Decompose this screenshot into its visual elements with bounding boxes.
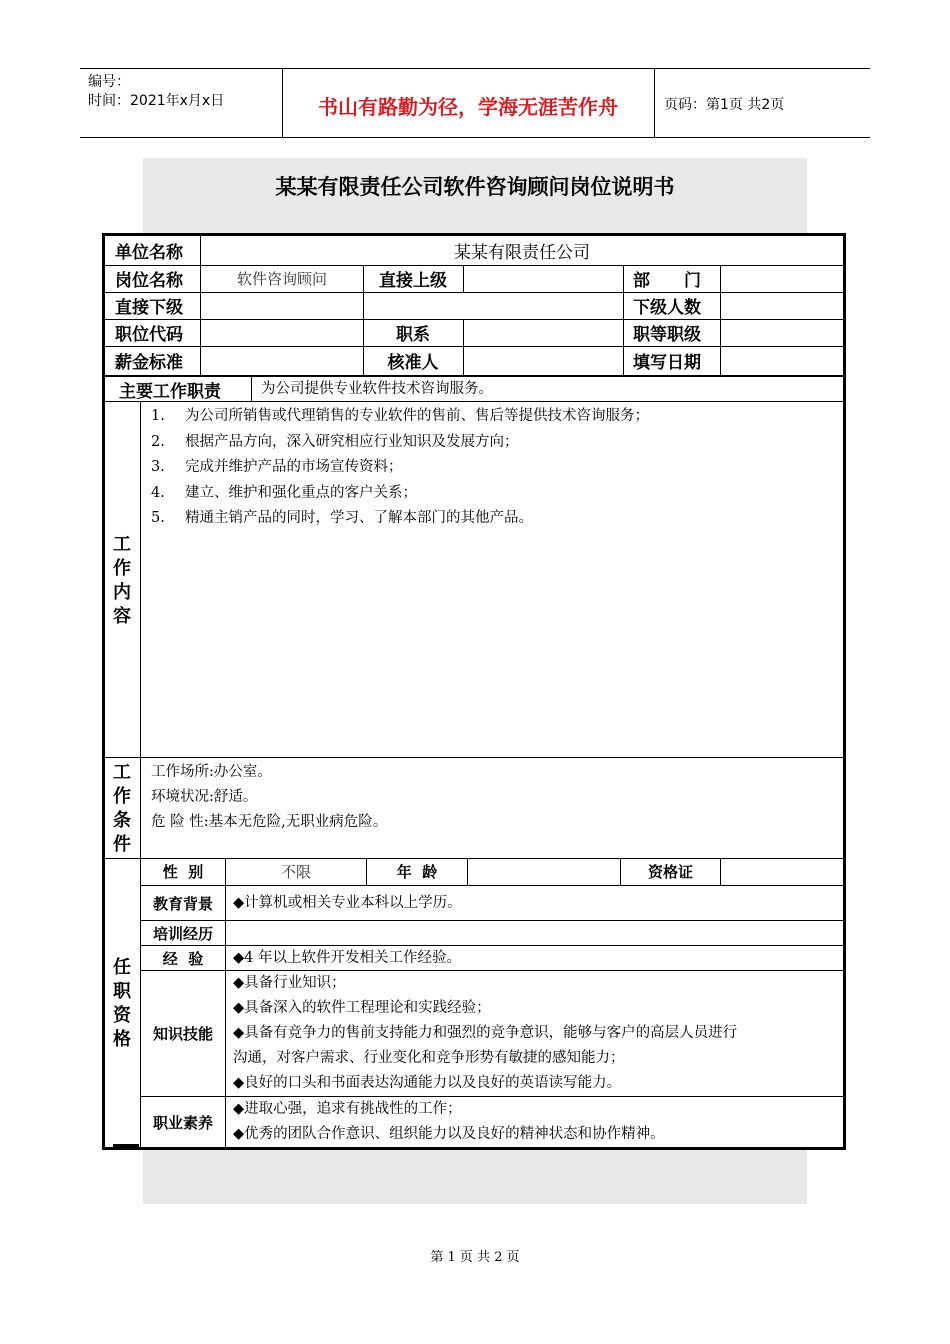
document-title: 某某有限责任公司软件咨询顾问岗位说明书: [275, 175, 675, 199]
list-item: 2. 根据产品方向，深入研究相应行业知识及发展方向；: [151, 433, 519, 450]
row-divider: [141, 920, 843, 921]
knowledge-label: 知识技能: [152, 1025, 213, 1043]
header-motto: 书山有路勤为径，学海无涯苦作舟: [318, 95, 618, 119]
row-divider: [113, 1144, 139, 1147]
subordinate-value[interactable]: [201, 292, 623, 319]
qualifications-side-label: 任 职 资 格: [113, 957, 131, 1050]
experience-label: 经 验: [162, 949, 204, 968]
knowledge-lines: [233, 971, 737, 1096]
subordinate-label: 直接下级: [115, 298, 183, 318]
approver-label: 核准人: [387, 353, 439, 373]
age-value[interactable]: [468, 858, 620, 885]
position-code-label: 职位代码: [115, 325, 183, 345]
page-header: [80, 68, 870, 138]
row-divider: [105, 757, 843, 758]
salary-value[interactable]: [201, 346, 363, 375]
fill-date-value[interactable]: [721, 346, 843, 375]
header-page-number: 页码：第1页 共2页: [664, 97, 785, 113]
position-code-value[interactable]: [201, 319, 363, 346]
knowledge-line: ◆具备有竞争力的售前支持能力和强烈的竞争意识，能够与客户的高层人员进行: [233, 1025, 738, 1041]
work-danger: 危 险 性:基本无危险,无职业病危险。: [151, 814, 388, 830]
document-number: 编号：: [88, 74, 130, 90]
position-name-value[interactable]: 软件咨询顾问: [236, 270, 327, 288]
salary-label: 薪金标准: [115, 353, 183, 373]
work-content-side-label: 工 作 内 容: [113, 534, 131, 627]
list-item: 4. 建立、维护和强化重点的客户关系；: [151, 484, 417, 501]
subordinate-count-label: 下级人数: [633, 298, 701, 318]
knowledge-line: ◆良好的口头和书面表达沟通能力以及良好的英语读写能力。: [233, 1075, 622, 1091]
education-label: 教育背景: [152, 894, 213, 913]
col-divider: [623, 265, 624, 375]
header-divider: [654, 69, 655, 137]
page-footer: 第 1 页 共 2 页: [430, 1250, 520, 1265]
document-time: 时间：2021年x月x日: [88, 93, 225, 109]
certificate-label: 资格证: [647, 863, 693, 881]
list-item: 5. 精通主销产品的同时，学习、了解本部门的其他产品。: [151, 510, 533, 526]
header-meta: [88, 73, 224, 111]
training-label: 培训经历: [152, 924, 213, 943]
work-content-list: [151, 404, 649, 532]
list-item: 1. 为公司所销售或代理销售的专业软件的售前、售后等提供技术咨询服务；: [151, 408, 649, 424]
department-value[interactable]: [721, 265, 843, 292]
main-duty-value[interactable]: 为公司提供专业软件技术咨询服务。: [261, 380, 493, 397]
fill-date-label: 填写日期: [633, 353, 701, 373]
gender-value[interactable]: 不限: [280, 863, 311, 881]
col-divider: [225, 858, 226, 1148]
quality-line: ◆进取心强，追求有挑战性的工作；: [233, 1101, 462, 1117]
work-environment: 环境状况:舒适。: [151, 789, 258, 805]
unit-name-label: 单位名称: [115, 243, 183, 263]
knowledge-line: ◆具备行业知识；: [233, 975, 346, 991]
approver-value[interactable]: [464, 346, 623, 375]
grade-label: 职等职级: [633, 325, 701, 345]
grade-value[interactable]: [721, 319, 843, 346]
subordinate-count-value[interactable]: [721, 292, 843, 319]
education-value[interactable]: ◆计算机或相关专业本科以上学历。: [233, 894, 462, 911]
age-label: 年 龄: [396, 863, 438, 881]
superior-value[interactable]: [464, 265, 623, 292]
gender-label: 性 别: [162, 863, 204, 881]
col-divider: [251, 377, 252, 401]
series-value[interactable]: [464, 319, 623, 346]
work-conditions-text: [151, 760, 387, 835]
work-place: 工作场所:办公室。: [151, 764, 272, 780]
quality-line: ◆优秀的团队合作意识、组织能力以及良好的精神状态和协作精神。: [233, 1126, 665, 1142]
department-label: 部 门: [633, 271, 701, 291]
experience-value[interactable]: ◆4 年以上软件开发相关工作经验。: [233, 949, 461, 966]
certificate-value[interactable]: [721, 858, 843, 885]
job-description-form: [102, 233, 846, 1150]
unit-name-value[interactable]: 某某有限责任公司: [454, 243, 590, 263]
professional-quality-label: 职业素养: [152, 1113, 213, 1132]
series-label: 职系: [396, 325, 430, 345]
superior-label: 直接上级: [379, 271, 447, 291]
position-name-label: 岗位名称: [115, 271, 183, 291]
knowledge-line: ◆具备深入的软件工程理论和实践经验；: [233, 1000, 491, 1016]
knowledge-line: 沟通，对客户需求、行业变化和竞争形势有敏捷的感知能力；: [233, 1050, 625, 1066]
main-duty-label: 主要工作职责: [119, 381, 221, 402]
work-conditions-side-label: 工 作 条 件: [113, 762, 131, 855]
professional-quality-lines: [233, 1097, 665, 1147]
list-item: 3. 完成并维护产品的市场宣传资料；: [151, 459, 403, 475]
